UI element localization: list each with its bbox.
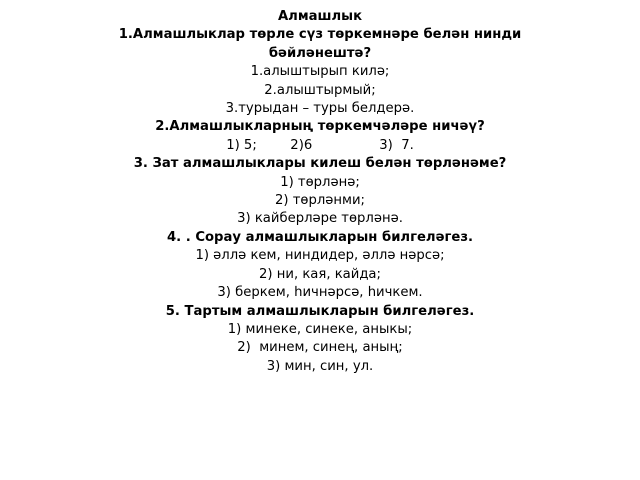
question-1: 1.Алмашлыклар төрле сүз төркемнәре белән нинди	[118, 27, 522, 43]
question-4: 4. . Сорау алмашлыкларын билгеләгез.	[166, 229, 474, 245]
question-4-option-1: 1) әллә кем, ниндидер, әллә нәрсә;	[195, 248, 445, 264]
question-2: 2.Алмашлыкларның төркемчәләре ничәү?	[155, 119, 485, 135]
question-3-option-3: 3) кайберләре төрләнә.	[237, 211, 403, 227]
question-5: 5. Тартым алмашлыкларын билгеләгез.	[165, 303, 475, 319]
document-title: Алмашлык	[277, 9, 363, 24]
question-5-option-1: 1) минеке, синеке, аныкы;	[227, 321, 413, 337]
question-3-option-2: 2) төрләнми;	[275, 193, 365, 209]
question-3-option-1: 1) төрләнә;	[280, 174, 360, 190]
question-1-continued: бәйләнештә?	[268, 45, 372, 61]
question-4-option-2: 2) ни, кая, кайда;	[259, 266, 381, 282]
question-1-option-1: 1.алыштырып килә;	[250, 64, 390, 80]
question-2-options: 1) 5; 2)6 3) 7.	[226, 137, 414, 153]
question-1-option-2: 2.алыштырмый;	[264, 82, 376, 98]
question-1-option-3: 3.турыдан – туры белдерә.	[225, 101, 415, 117]
question-5-option-3: 3) мин, син, ул.	[266, 358, 374, 374]
question-3: 3. Зат алмашлыклары килеш белән төрләнәме?	[133, 156, 507, 172]
question-5-option-2: 2) минем, синең, аның;	[237, 340, 403, 356]
question-4-option-3: 3) беркем, һичнәрсә, һичкем.	[217, 285, 423, 301]
